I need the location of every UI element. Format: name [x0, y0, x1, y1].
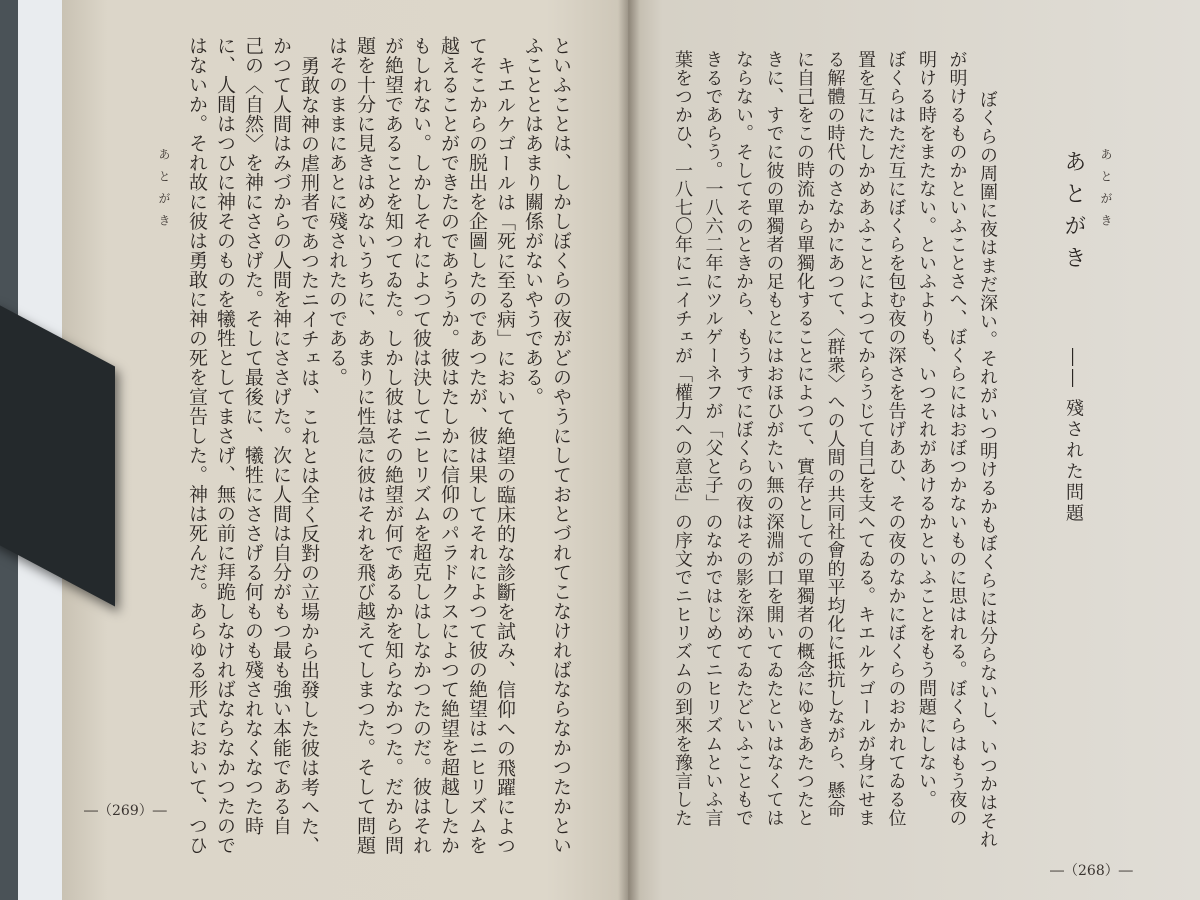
text-column: もしれない。しかしそれによつて彼は決してニヒリズムを超克しはしなかつたのだ。彼はそれ	[410, 36, 432, 855]
text-column: に自己をこの時流から單獨化することによつて、實存としての單獨者の概念にゆきあたつたと	[794, 50, 815, 827]
page-number: ―（268）―	[1050, 863, 1133, 879]
text-column: が明けるものかといふことさへ、ぼくらにはおぼつかないものに思はれる。ぼくらはもう夜の	[946, 50, 968, 827]
text-column: ふこととはあまり關係がないやうである。	[522, 36, 544, 407]
text-column: に、人間はつひに神そのものを犧牲としてまさげ、無の前に拜跪しなければならなかつたので	[214, 36, 236, 855]
text-column: はそのままにあとに殘されたのである。	[326, 36, 348, 387]
text-column: が絶望であることを知つてゐた。しかし彼はその絶望が何であるかを知らなかつた。だから問	[382, 36, 404, 855]
text-column: 題を十分に見きはめないうちに、あまりに性急に彼はそれを飛び越えてしまつた。そして問題	[354, 36, 376, 855]
running-foot: あとがき	[157, 148, 171, 236]
text-column: 勇敢な神の虐刑者であつたニイチェは、これとは全く反對の立場から出發した彼は考へた、	[298, 56, 320, 856]
text-column: 置を互にたしかめあふことによつてからうじて自己を支へてゐる。キエルケゴールが身にせま	[855, 50, 876, 827]
text-column: キエルケゴールは「死に至る病」において絶望の臨床的な診斷を試み、信仰への飛躍によつ	[494, 56, 516, 856]
text-column: てそこからの脱出を企圖したのであつたが、彼は果してそれによつて彼の絶望はニヒリズムを	[466, 36, 488, 855]
text-column: ぼくらはただ互にぼくらを包む夜の深さを告げあひ、その夜のなかにぼくらのおかれてゐる位	[885, 50, 907, 827]
text-column: ぼくらの周圍に夜はまだ深い。それがいつ明けるかもぼくらには分らないし、いつかはそれ	[977, 90, 998, 849]
text-column: ならない。そしてそのときから、もうすでにぼくらの夜はその影を深めてゐたどいふこともで	[733, 50, 754, 827]
text-column: 越えることができたのであらうか。彼はたしかに信仰のパラドクスによつて絶望を超越したか	[438, 36, 460, 855]
text-column: きに、すでに彼の單獨者の足もとにはおほひがたい無の深淵が口を開いてゐたといはなくては	[763, 50, 785, 827]
page-number: ―（269）―	[84, 803, 167, 819]
chapter-title: あとがき	[1061, 150, 1086, 278]
left-page-body	[183, 36, 575, 856]
text-column: きるであらう。一八六二年にツルゲーネフが「父と子」のなかではじめてニヒリズムといふ言	[702, 50, 724, 827]
text-column: る解體の時代のさなかにあつて、〈群衆〉への人間の共同社會的平均化に抵抗しながら、懸命	[824, 50, 846, 818]
text-column: といふことは、しかしぼくらの夜がどのやうにしておとづれてこなければならなかつたかとい	[550, 36, 572, 855]
text-column: かつて人間はみづからの人間を神にささげた。次に人間は自分がもつ最も強い本能である自	[270, 36, 292, 836]
book-gutter	[618, 0, 640, 900]
text-column: 己の〈自然〉を神にささげた。そして最後に、犧牲にささげる何ものも殘されなくなつた時	[242, 36, 264, 836]
chapter-subtitle: ―― 殘された問題	[1063, 348, 1084, 525]
text-column: 明ける時をまたない。といふよりも、いつそれがあけるかといふことをもう問題にしない。	[916, 50, 937, 809]
text-column: はないか。それ故に彼は勇敢に神の死を宣告した。神は死んだ。あらゆる形式において、つひ	[186, 36, 208, 855]
running-head: あとがき	[1099, 148, 1113, 236]
text-column: 葉をつかひ、一八七〇年にニイチェが「權力への意志」の序文でニヒリズムの到來を豫言した	[672, 50, 693, 827]
right-page-body	[667, 50, 1003, 849]
